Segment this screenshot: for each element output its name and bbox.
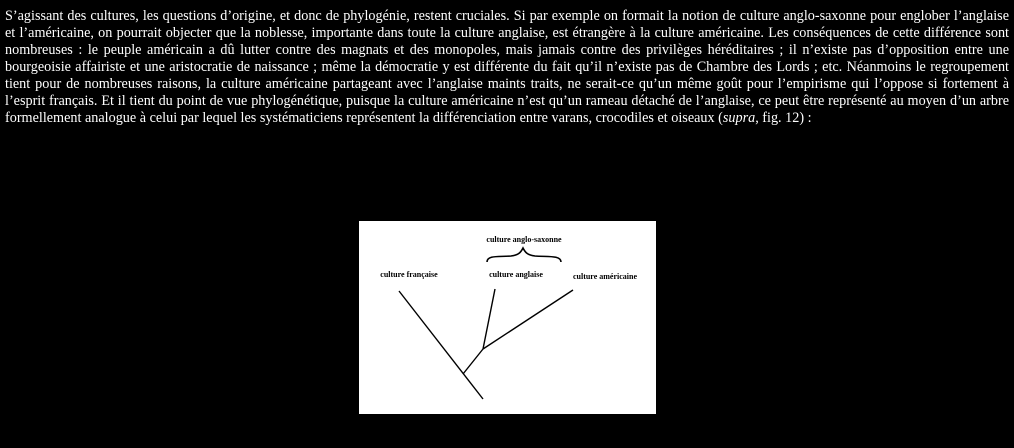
branch-anglo-saxon-stem (463, 349, 483, 374)
paragraph-text: S’agissant des cultures, les questions d’origine, et donc de phylogénie, restent cruciales. Si par exemple on formait la notion de culture anglo-saxonne pour englober l’anglaise et l’américaine, on pourrait objecter que la noblesse, importante dans toute la culture anglaise, est étrangère à la culture américaine. Les conséquences de cette différence sont nombreuses : le peuple américain a dû lutter contre des magnats et des monopoles, mais jamais contre des privilèges héréditaires ; il n’existe pas d’opposition entre une bourgeoisie affairiste et une aristocratie de naissance ; même la démocratie y est différente du fait qu’il n’existe pas de Chambre des Lords ; etc. Néanmoins le regroupement tient pour de nombreuses raisons, la culture américaine partageant avec l’anglaise maints traits, ne serait-ce qu’un même goût pour l’empirisme qui l’oppose si fortement à l’esprit français. Et il tient du point de vue phylogénétique, puisque la culture américaine n’est qu’un rameau détaché de l’anglaise, ce peut être représenté au moyen d’un arbre formellement analogue à celui par lequel les systématiciens représentent la différenciation entre varans, crocodiles et oiseaux ( (5, 8, 1009, 126)
group-label-anglo-saxon: culture anglo-saxonne (486, 235, 562, 244)
supra-reference: supra (722, 110, 756, 126)
branch-american (483, 290, 573, 349)
figure-reference: , fig. 12) : (755, 110, 812, 126)
leaf-label-french: culture française (380, 270, 438, 279)
leaf-label-english: culture anglaise (489, 270, 543, 279)
tree-diagram (359, 221, 656, 414)
branch-french (399, 291, 483, 399)
leaf-label-american: culture américaine (572, 272, 638, 281)
anglo-saxon-brace (487, 248, 561, 262)
phylogeny-tree-figure (359, 221, 656, 414)
branch-english (483, 289, 495, 349)
body-paragraph (5, 8, 1009, 127)
